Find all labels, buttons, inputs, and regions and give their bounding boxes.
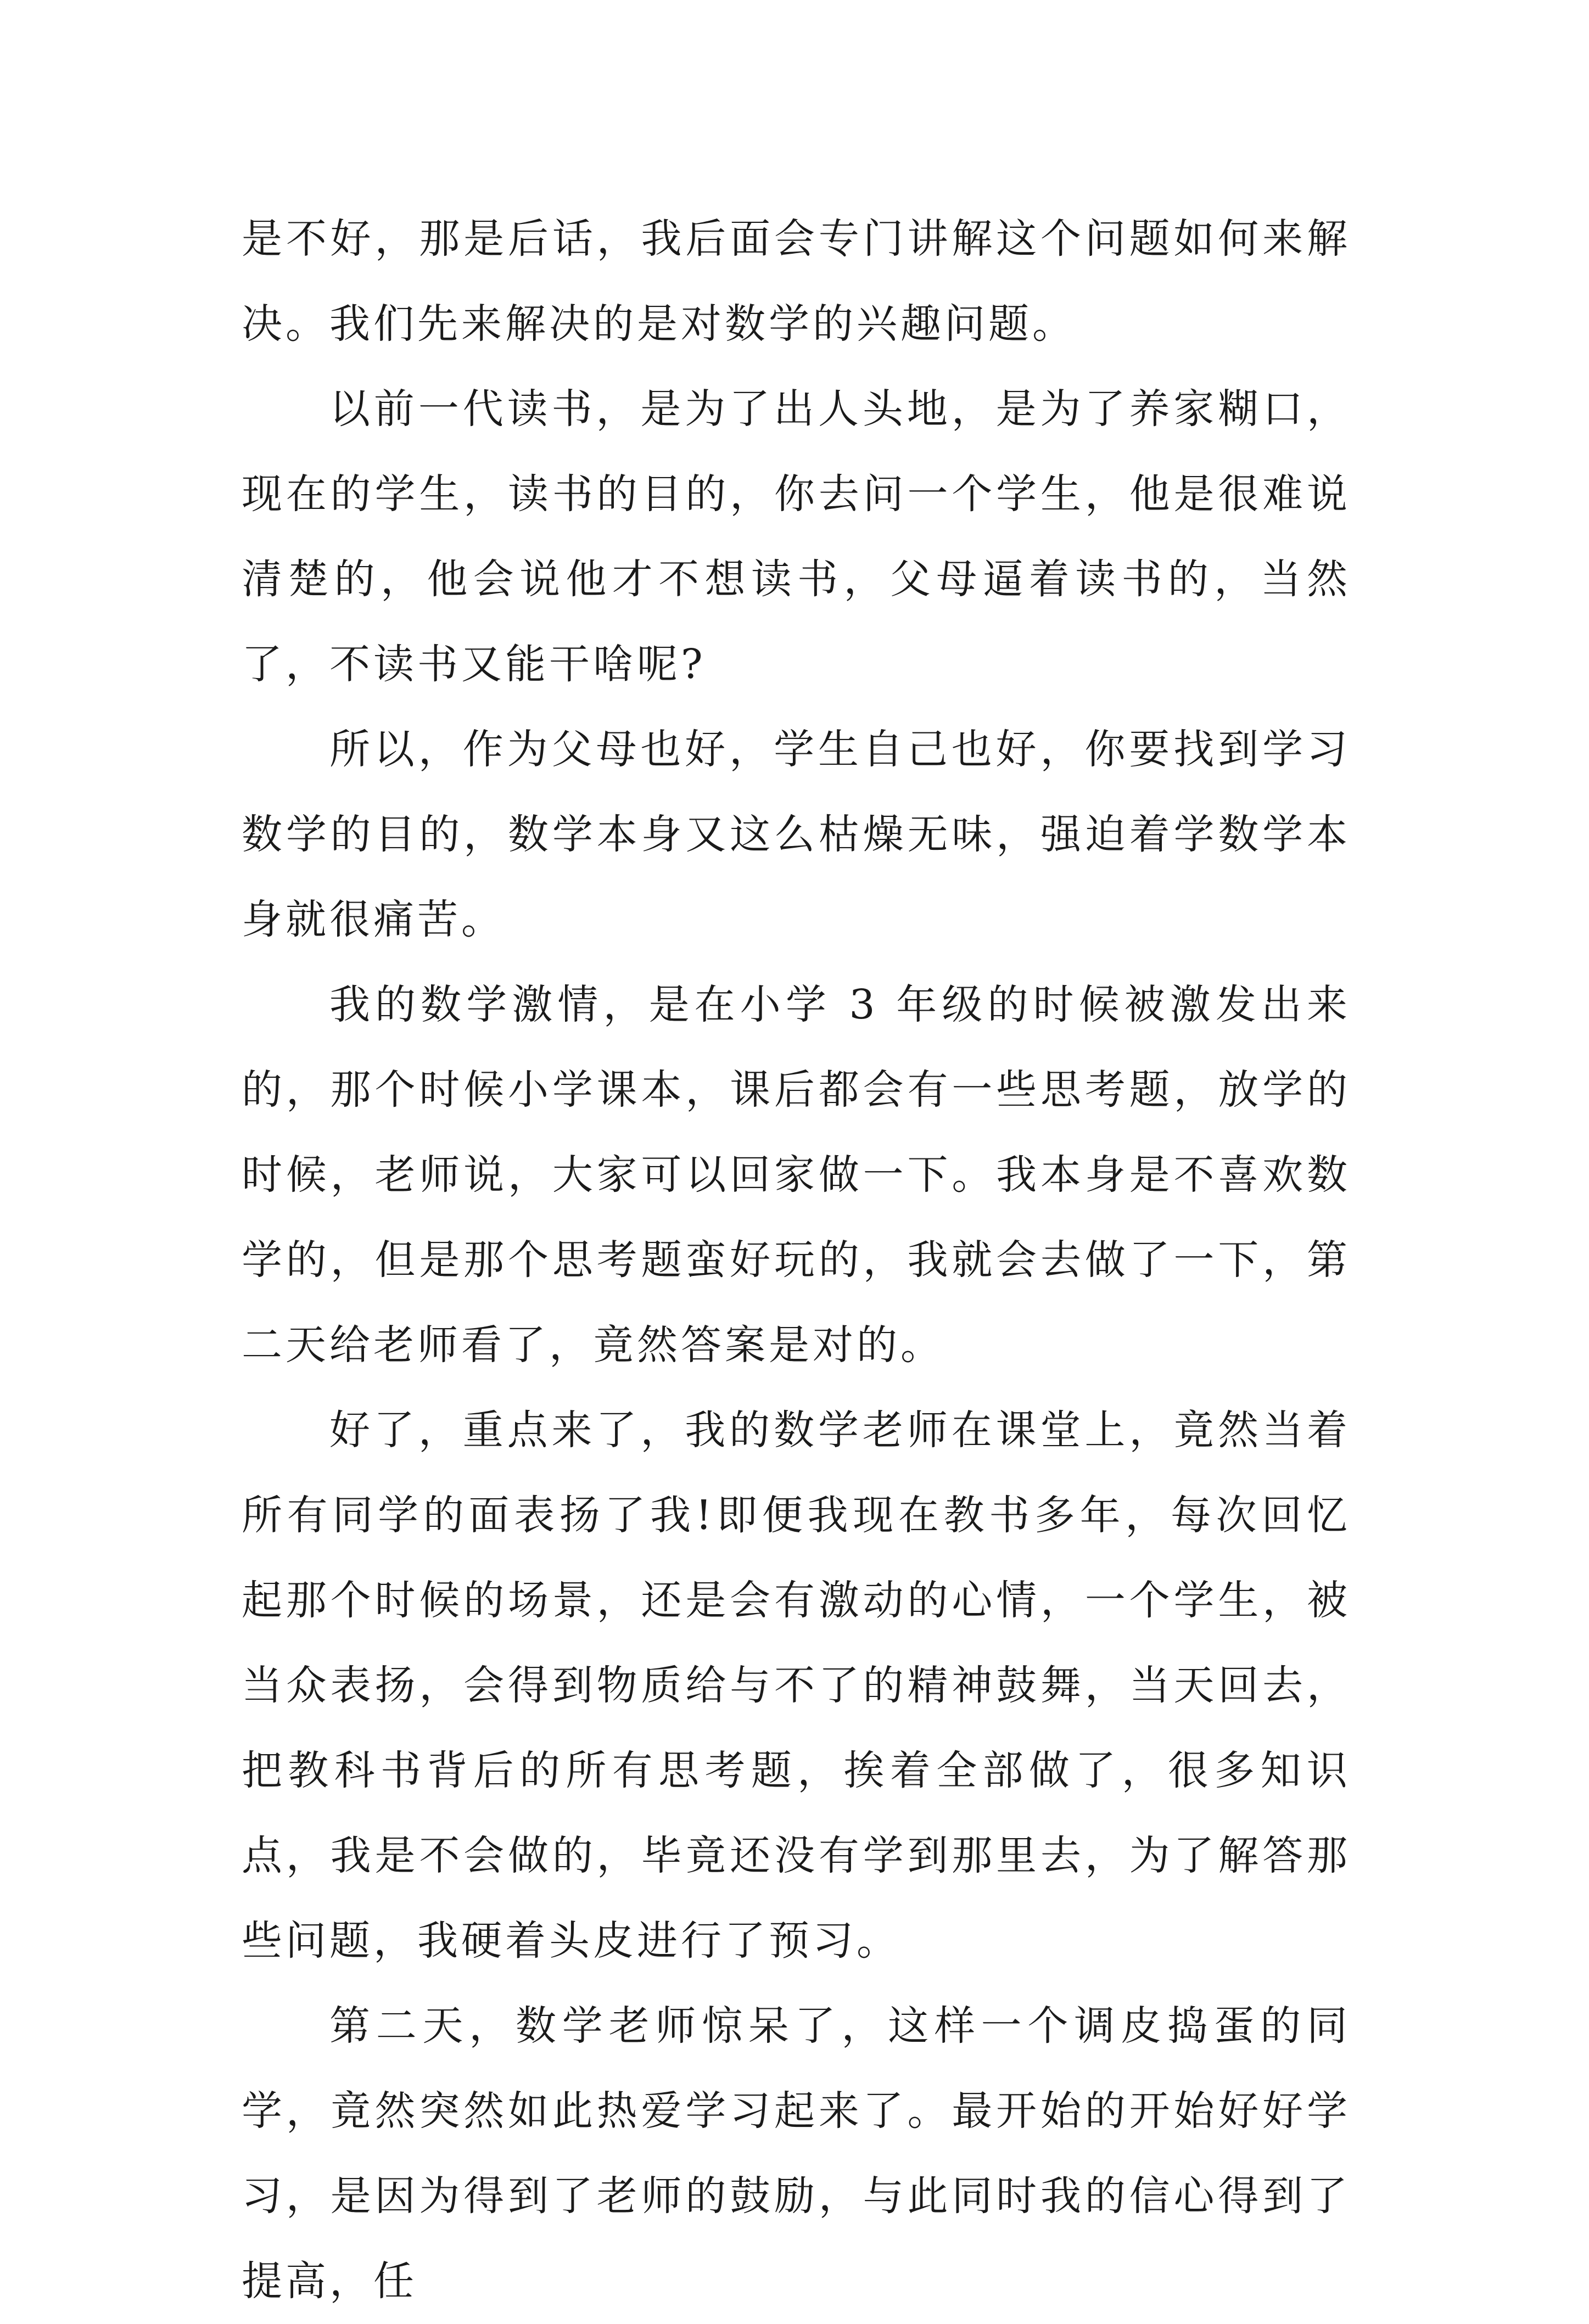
paragraph: 是不好，那是后话，我后面会专门讲解这个问题如何来解决。我们先来解决的是对数学的兴趣问题。 [242,215,1351,348]
paragraph: 所以，作为父母也好，学生自己也好，你要找到学习数学的目的，数学本身又这么枯燥无味，强迫着学数学本身就很痛苦。 [242,726,1351,943]
paragraph: 第二天，数学老师惊呆了，这样一个调皮捣蛋的同学，竟然突然如此热爱学习起来了。最开始的开始好好学习，是因为得到了老师的鼓励，与此同时我的信心得到了提高，任 [242,2002,1351,2305]
document-body [242,197,1351,2324]
paragraph: 以前一代读书，是为了出人头地，是为了养家糊口，现在的学生，读书的目的，你去问一个学生，他是很难说清楚的，他会说他才不想读书，父母逼着读书的，当然了，不读书又能干啥呢? [242,385,1351,688]
paragraph: 好了，重点来了，我的数学老师在课堂上，竟然当着所有同学的面表扬了我!即便我现在教书多年，每次回忆起那个时候的场景，还是会有激动的心情，一个学生，被当众表扬，会得到物质给与不了的精神鼓舞，当天回去，把教科书背后的所有思考题，挨着全部做了，很多知识点，我是不会做的，毕竟还没有学到那里去，为了解答那些问题，我硬着头皮进行了预习。 [242,1407,1351,1964]
paragraph: 我的数学激情，是在小学 3 年级的时候被激发出来的，那个时候小学课本，课后都会有一些思考题，放学的时候，老师说，大家可以回家做一下。我本身是不喜欢数学的，但是那个思考题蛮好玩的，我就会去做了一下，第二天给老师看了，竟然答案是对的。 [242,981,1351,1369]
